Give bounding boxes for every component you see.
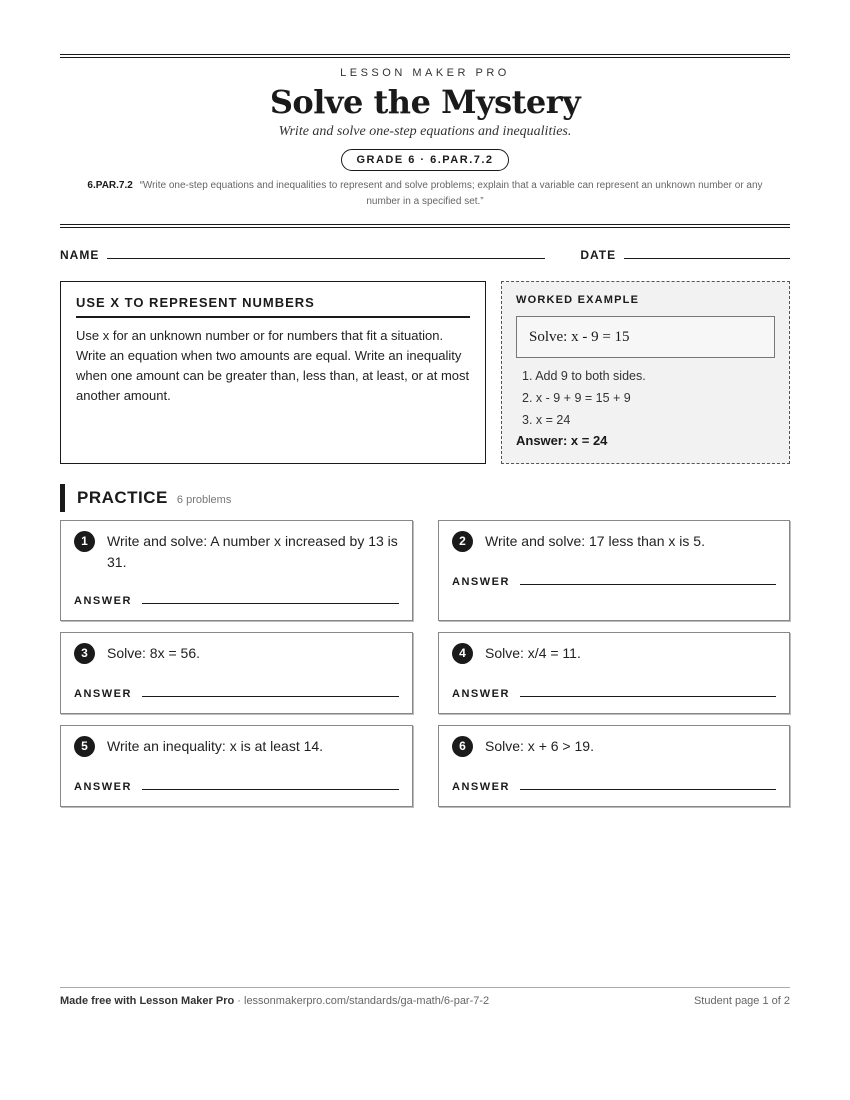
problem-card-6: [438, 725, 790, 807]
problem-number-badge: 6: [452, 736, 473, 757]
name-field[interactable]: [107, 258, 545, 259]
practice-title: PRACTICE: [77, 488, 168, 507]
problem-card-2: [438, 520, 790, 621]
answer-field[interactable]: [142, 603, 399, 604]
worked-example-equation: Solve: x - 9 = 15: [516, 316, 775, 358]
header-bottom-rule: [60, 224, 790, 228]
standard-code: 6.PAR.7.2: [87, 180, 133, 191]
worksheet-page: [60, 54, 790, 807]
footer-made-with: Made free with Lesson Maker Pro: [60, 995, 235, 1007]
answer-label: ANSWER: [452, 576, 510, 588]
worked-example-box: [501, 281, 790, 464]
info-box-title: USE X TO REPRESENT NUMBERS: [76, 295, 470, 318]
date-field[interactable]: [624, 258, 790, 259]
answer-field[interactable]: [520, 789, 776, 790]
answer-field[interactable]: [142, 696, 399, 697]
brand-name: LESSON MAKER PRO: [340, 67, 510, 79]
problem-number-badge: 4: [452, 643, 473, 664]
problem-text: Solve: x + 6 > 19.: [485, 738, 594, 754]
problem-card-1: [60, 520, 413, 621]
name-label: NAME: [60, 248, 100, 262]
footer-credit: [60, 995, 489, 1007]
answer-label: ANSWER: [74, 595, 132, 607]
problem-text: Solve: x/4 = 11.: [485, 645, 581, 661]
top-rule: [60, 54, 790, 58]
info-box-text: Use x for an unknown number or for numbers that fit a situation. Write an equation when two amounts are equal. Write an inequality when one amount can be greater than, less than, at least, or at most another amount.: [76, 328, 470, 403]
answer-label: ANSWER: [452, 688, 510, 700]
name-date-row: [60, 248, 790, 262]
problem-number-badge: 2: [452, 531, 473, 552]
worked-example-step: 3. x = 24: [522, 413, 571, 427]
problem-text: Write and solve: 17 less than x is 5.: [485, 533, 705, 549]
standard-text: “Write one-step equations and inequalities to represent and solve problems; explain that a variable can represent an unknown number or any number in a specified set.”: [139, 180, 763, 207]
problem-number-badge: 3: [74, 643, 95, 664]
problem-text: Write and solve: A number x increased by 13 is 31.: [107, 533, 398, 570]
problem-number-badge: 5: [74, 736, 95, 757]
problem-grid: [60, 520, 790, 807]
page-subtitle: Write and solve one-step equations and inequalities.: [278, 124, 572, 139]
answer-field[interactable]: [520, 696, 776, 697]
problem-number-badge: 1: [74, 531, 95, 552]
worked-example-step: 1. Add 9 to both sides.: [522, 369, 646, 383]
problem-card-4: [438, 632, 790, 714]
standard-description: [60, 178, 790, 210]
problem-card-3: [60, 632, 413, 714]
answer-label: ANSWER: [74, 688, 132, 700]
grade-badge: GRADE 6 · 6.PAR.7.2: [341, 149, 508, 171]
footer-page-number: Student page 1 of 2: [693, 995, 790, 1007]
answer-field[interactable]: [142, 789, 399, 790]
answer-field[interactable]: [520, 584, 776, 585]
worked-example-title: WORKED EXAMPLE: [516, 294, 640, 306]
problem-card-5: [60, 725, 413, 807]
practice-header: [60, 484, 790, 512]
worked-example-step: 2. x - 9 + 9 = 15 + 9: [522, 391, 631, 405]
page-footer: [60, 987, 790, 1007]
info-box: [60, 281, 486, 464]
practice-count: 6 problems: [176, 494, 232, 506]
answer-label: ANSWER: [74, 781, 132, 793]
problem-text: Write an inequality: x is at least 14.: [107, 738, 324, 754]
worked-example-steps: [516, 365, 775, 431]
footer-url[interactable]: · lessonmakerpro.com/standards/ga-math/6-par-7-2: [234, 995, 490, 1007]
date-label: DATE: [580, 248, 617, 262]
problem-text: Solve: 8x = 56.: [107, 645, 201, 661]
answer-label: ANSWER: [452, 781, 510, 793]
page-title: Solve the Mystery: [269, 83, 581, 121]
worked-example-answer: Answer: x = 24: [516, 433, 608, 448]
